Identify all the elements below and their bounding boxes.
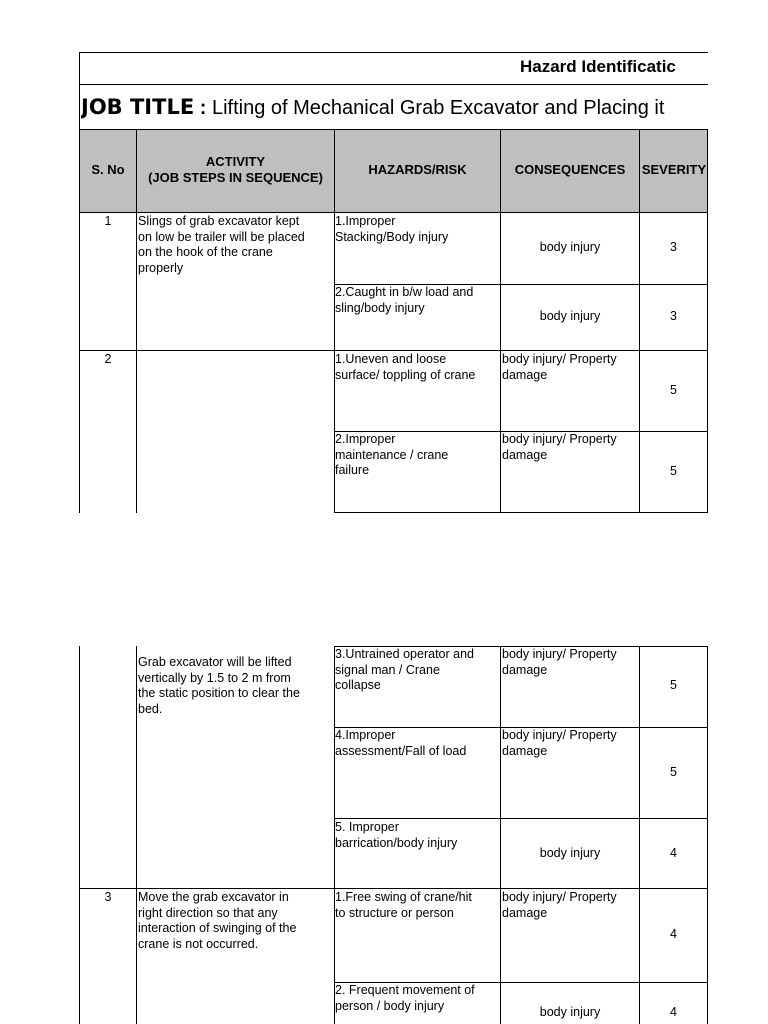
col-line-left xyxy=(79,129,80,513)
header-top-border xyxy=(79,129,708,130)
step2-row1-consequence: body injury/ Property damage xyxy=(502,352,617,382)
step2-row5-consequence: body injury xyxy=(539,846,601,860)
p2-col-line-right xyxy=(707,646,708,1024)
p2-col-line-left xyxy=(79,646,80,1024)
step1-row2-hazard: 2.Caught in b/w load and sling/body injury xyxy=(335,285,474,315)
step2-row4-hazard: 4.Improper assessment/Fall of load xyxy=(335,728,467,758)
step1-row1-consequence: body injury xyxy=(539,240,601,254)
step2-row2-hazard: 2.Improper maintenance / crane failure xyxy=(335,432,449,477)
header-bottom-border xyxy=(79,212,708,213)
step1-row1-hazard: 1.Improper Stacking/Body injury xyxy=(335,214,449,244)
col-line-sno-activity xyxy=(136,129,137,513)
step2-row4-severity: 5 xyxy=(670,765,677,779)
step3-row2-severity: 4 xyxy=(670,1005,677,1019)
step2-row4-consequence: body injury/ Property damage xyxy=(502,728,617,758)
step2-row2-consequence: body injury/ Property damage xyxy=(502,432,617,462)
step3-row1-severity: 4 xyxy=(670,927,677,941)
row-line-page1-bottom xyxy=(334,512,708,513)
document-title xyxy=(520,56,708,80)
step2-activity: Grab excavator will be lifted vertically by 1.5 to 2 m from the static position to clear the bed. xyxy=(138,655,300,716)
step1-row2-consequence: body injury xyxy=(539,309,601,323)
step2-row3-consequence: body injury/ Property damage xyxy=(502,647,617,677)
document-title-text: Hazard Identificatic xyxy=(520,57,676,76)
header-activity: ACTIVITY (JOB STEPS IN SEQUENCE) xyxy=(148,154,323,185)
job-title xyxy=(81,93,708,123)
step2-sno: 2 xyxy=(104,352,112,366)
job-title-value: Lifting of Mechanical Grab Excavator and Placing it xyxy=(211,97,665,119)
step1-row1-severity: 3 xyxy=(670,240,677,254)
p2-col-line-sno-activity xyxy=(136,646,137,1024)
p2-row-line-step3 xyxy=(79,888,708,889)
step2-row5-severity: 4 xyxy=(670,846,677,860)
step2-row3-severity: 5 xyxy=(670,678,677,692)
title-block-mid-border xyxy=(79,84,708,85)
step3-row1-hazard: 1.Free swing of crane/hit to structure or person xyxy=(335,890,472,920)
p2-col-line-consequence-severity xyxy=(639,646,640,1024)
step1-activity: Slings of grab excavator kept on low be trailer will be placed on the hook of the crane properly xyxy=(138,214,305,275)
job-title-label: JOB TITLE xyxy=(81,95,195,119)
p2-row-line-b xyxy=(334,818,708,819)
header-hazards: HAZARDS/RISK xyxy=(368,162,467,177)
header-severity: SEVERITY xyxy=(641,162,707,177)
title-block-top-border xyxy=(79,52,708,53)
row-line-step2 xyxy=(79,350,708,351)
header-sno: S. No xyxy=(91,162,125,177)
step3-activity: Move the grab excavator in right direction so that any interaction of swinging of the crane is not occurred. xyxy=(138,890,297,951)
step3-row1-consequence: body injury/ Property damage xyxy=(502,890,617,920)
step3-row2-consequence: body injury xyxy=(539,1005,601,1019)
col-line-right xyxy=(707,129,708,513)
step2-row5-hazard: 5. Improper barrication/body injury xyxy=(335,820,458,850)
step3-row2-hazard: 2. Frequent movement of person / body injury xyxy=(335,983,475,1013)
step2-row1-hazard: 1.Uneven and loose surface/ toppling of crane xyxy=(335,352,476,382)
step2-row1-severity: 5 xyxy=(670,383,677,397)
step2-row3-hazard: 3.Untrained operator and signal man / Crane collapse xyxy=(335,647,474,692)
step2-row2-severity: 5 xyxy=(670,464,677,478)
job-title-colon: : xyxy=(194,97,212,119)
header-consequences: CONSEQUENCES xyxy=(514,162,626,177)
step1-row2-severity: 3 xyxy=(670,309,677,323)
step1-sno: 1 xyxy=(104,214,112,228)
step3-sno: 3 xyxy=(104,890,112,904)
p2-col-line-hazard-consequence xyxy=(500,646,501,1024)
